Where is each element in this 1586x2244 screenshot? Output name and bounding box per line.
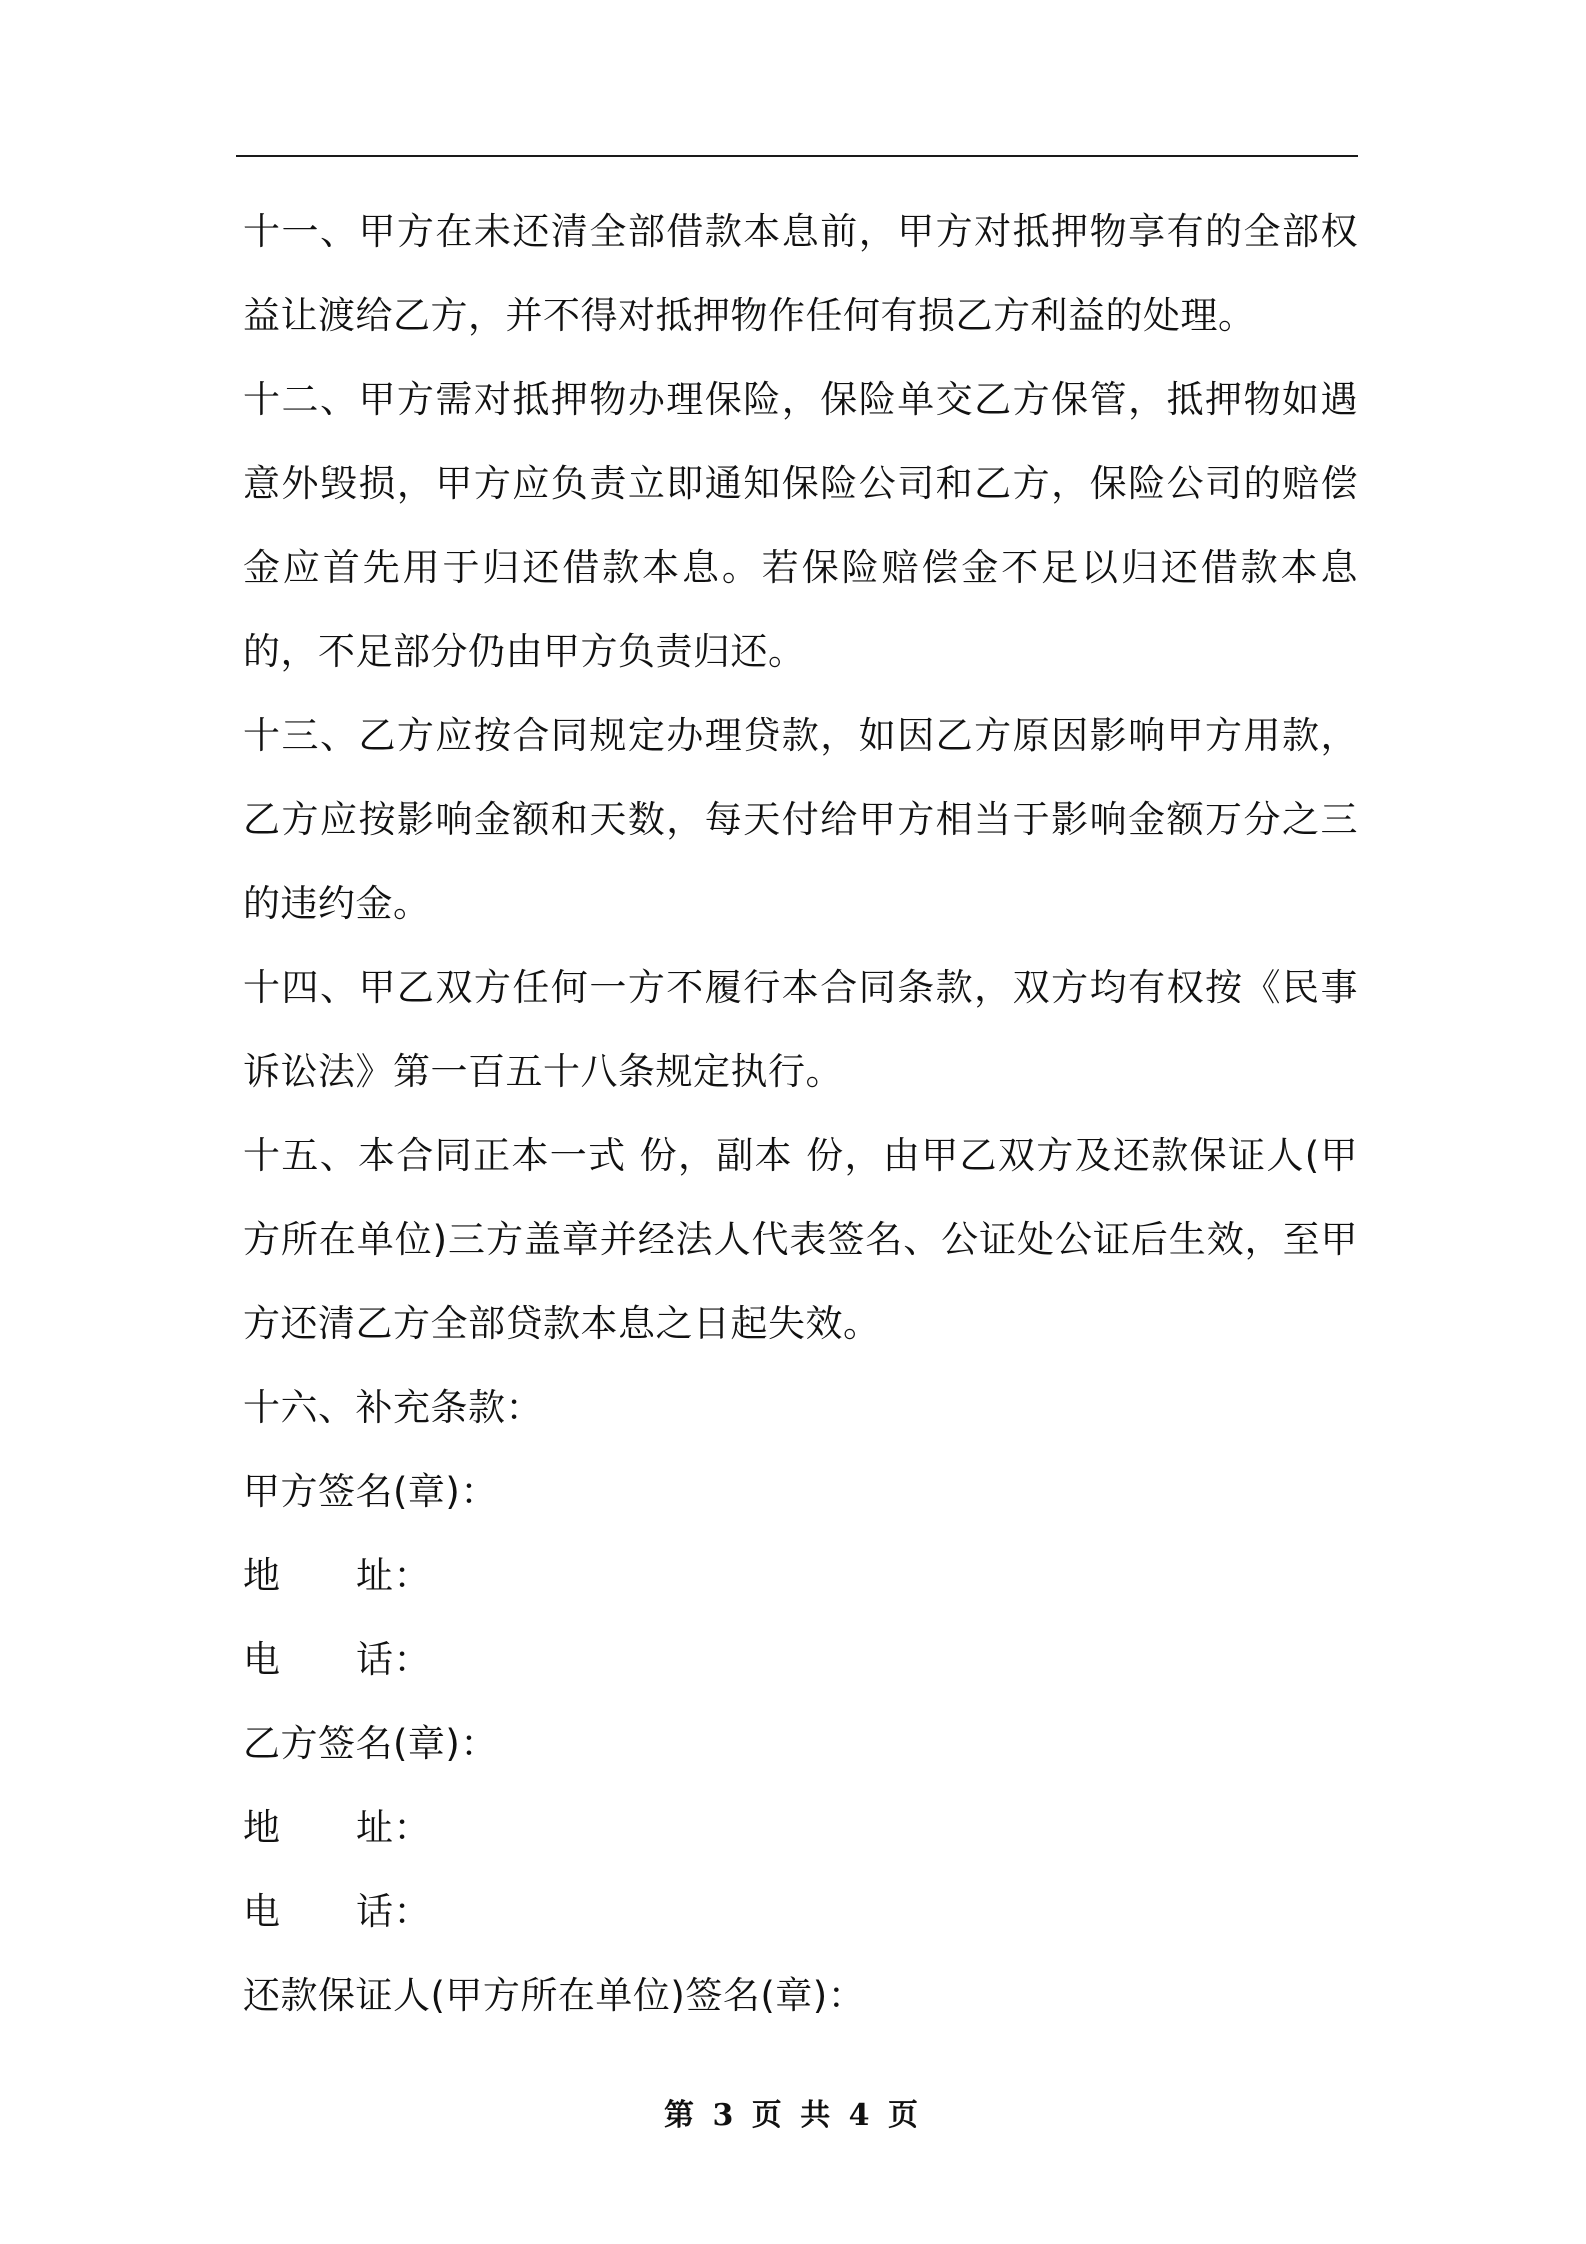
contract-body [243,190,1358,2038]
phone-label-char-1: 电 [243,1638,281,1681]
party-b-address [243,1786,1358,1870]
phone-label-char-1: 电 [243,1890,281,1933]
phone-label-char-2: 话： [356,1890,431,1933]
clause-14: 十四、甲乙双方任何一方不履行本合同条款，双方均有权按《民事诉讼法》第一百五十八条规定执行。 [243,966,1358,1093]
party-b-phone [243,1870,1358,1954]
phone-label-char-2: 话： [356,1638,431,1681]
guarantor-signature: 还款保证人(甲方所在单位)签名(章)： [243,1974,866,2017]
address-label-char-1: 地 [243,1806,281,1849]
party-b-signature: 乙方签名(章)： [243,1722,498,1765]
address-label-char-2: 址： [356,1806,431,1849]
address-label-char-1: 地 [243,1554,281,1597]
party-a-phone [243,1618,1358,1702]
clause-16: 十六、补充条款： [243,1386,543,1429]
clause-15: 十五、本合同正本一式 份，副本 份，由甲乙双方及还款保证人(甲方所在单位)三方盖章并经法人代表签名、公证处公证后生效，至甲方还清乙方全部贷款本息之日起失效。 [243,1134,1358,1345]
clause-12: 十二、甲方需对抵押物办理保险，保险单交乙方保管，抵押物如遇意外毁损，甲方应负责立即通知保险公司和乙方，保险公司的赔偿金应首先用于归还借款本息。若保险赔偿金不足以归还借款本息的，不足部分仍由甲方负责归还。 [243,378,1358,673]
page-number: 第 3 页 共 4 页 [664,2098,922,2133]
header-rule [236,155,1358,157]
address-label-char-2: 址： [356,1554,431,1597]
party-a-address [243,1534,1358,1618]
party-a-signature: 甲方签名(章)： [243,1470,498,1513]
clause-11: 十一、甲方在未还清全部借款本息前，甲方对抵押物享有的全部权益让渡给乙方，并不得对抵押物作任何有损乙方利益的处理。 [243,210,1358,337]
clause-13: 十三、乙方应按合同规定办理贷款，如因乙方原因影响甲方用款，乙方应按影响金额和天数，每天付给甲方相当于影响金额万分之三的违约金。 [243,714,1358,925]
